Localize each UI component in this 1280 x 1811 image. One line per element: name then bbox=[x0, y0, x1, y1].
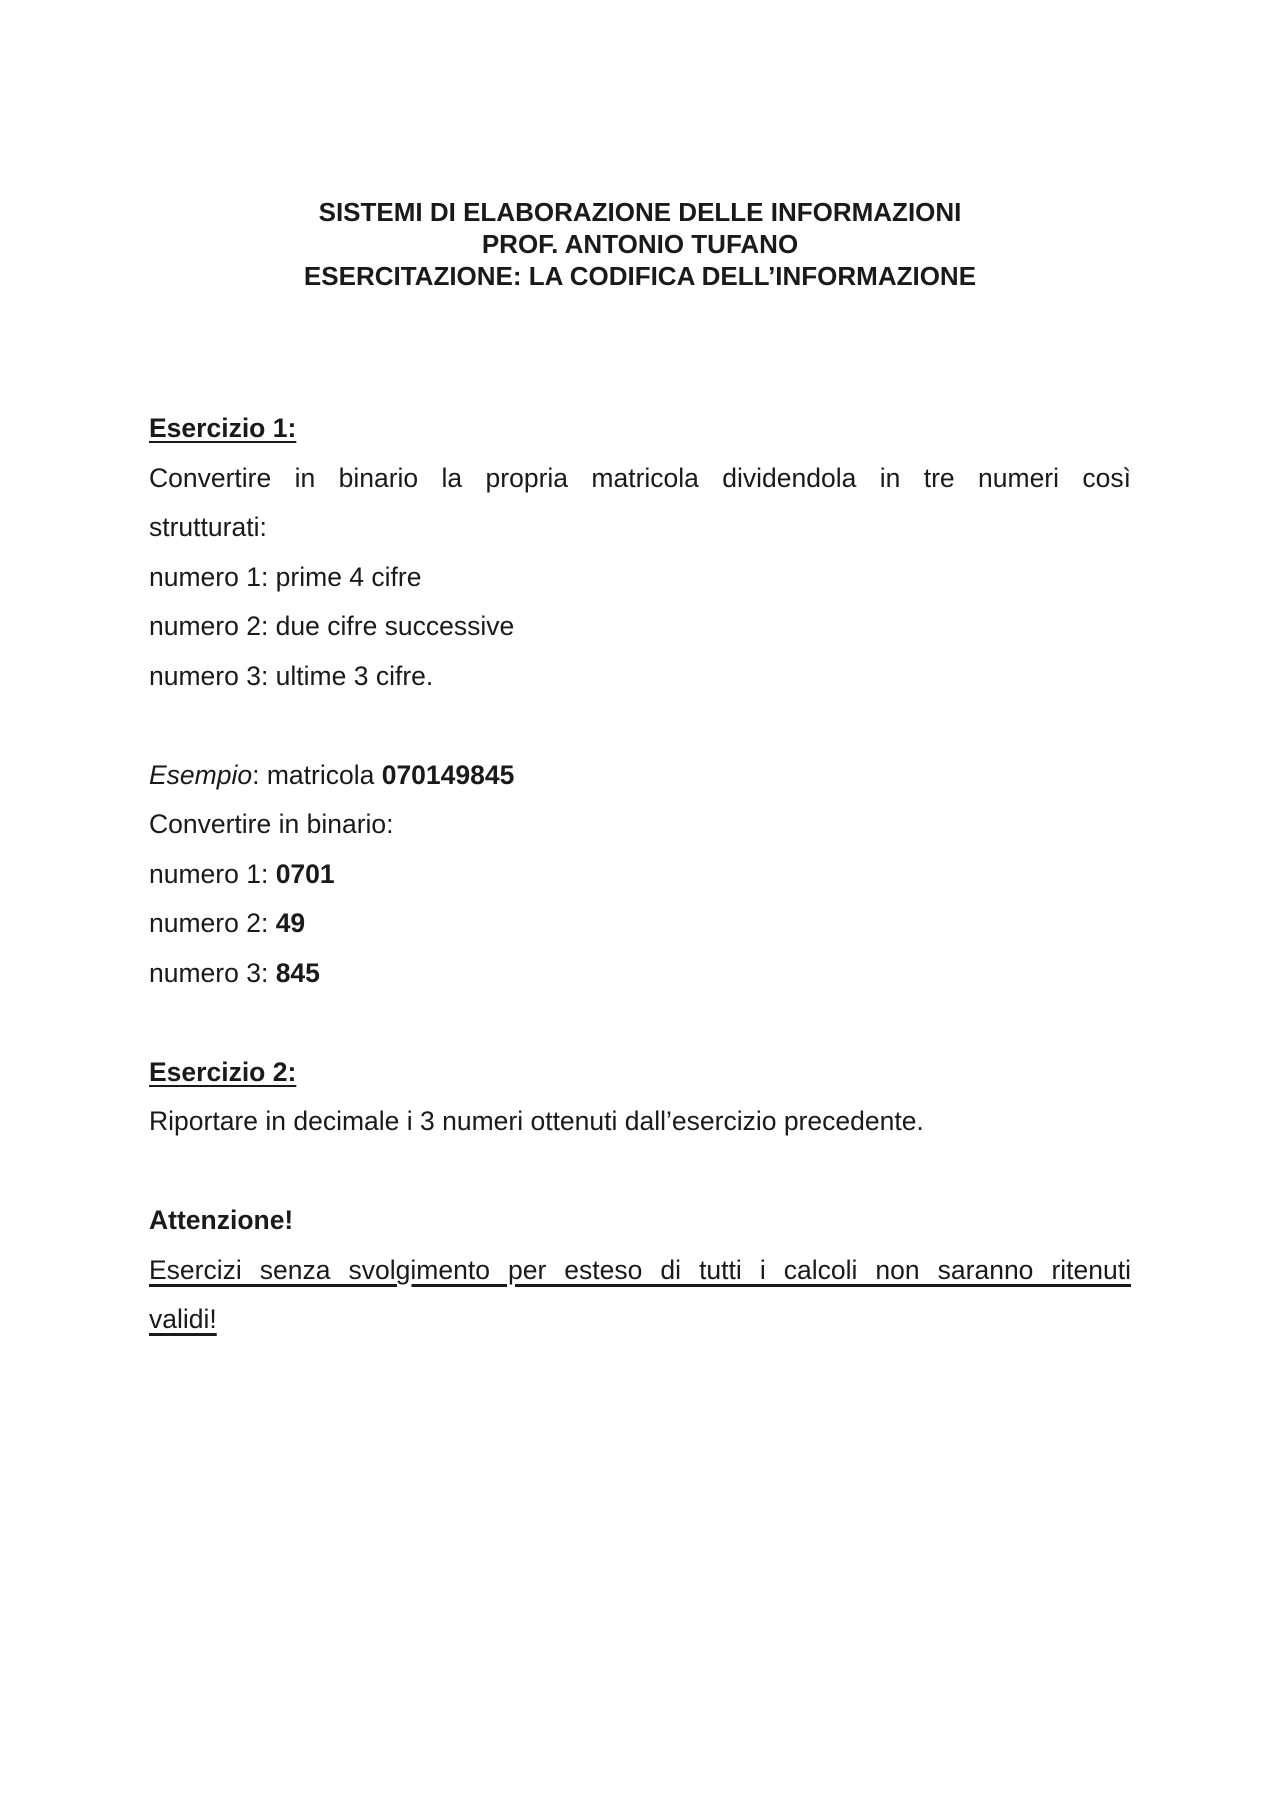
convert-label: Convertire in binario: bbox=[149, 809, 394, 839]
attention-title: Attenzione! bbox=[149, 1205, 294, 1235]
example-label: Esempio bbox=[149, 759, 253, 790]
example-line bbox=[149, 751, 1131, 801]
exercise-1-item-2: numero 2: due cifre successive bbox=[149, 611, 515, 641]
attention-text-line2: validi! bbox=[149, 1304, 217, 1334]
example-matricola: 070149845 bbox=[381, 759, 515, 790]
exercise-1-item-3: numero 3: ultime 3 cifre. bbox=[149, 660, 434, 691]
example-number-2 bbox=[149, 899, 1131, 949]
example-text: : matricola bbox=[252, 759, 382, 790]
spacer bbox=[149, 998, 1131, 1048]
number-1-label: numero 1: bbox=[149, 858, 276, 889]
exercise-2-text: Riportare in decimale i 3 numeri ottenuti dall’esercizio precedente. bbox=[149, 1106, 924, 1136]
attention-text-line1: Esercizi senza svolgimento per esteso di tutti i calcoli non saranno ritenuti bbox=[149, 1254, 1131, 1285]
exercise-1-text-line1: Convertire in binario la propria matricola dividendola in tre numeri così bbox=[149, 462, 1131, 493]
number-2-value: 49 bbox=[275, 908, 306, 938]
spacer bbox=[149, 701, 1131, 751]
example-number-1 bbox=[149, 850, 1131, 900]
number-3-label: numero 3: bbox=[149, 957, 276, 988]
professor-name: PROF. ANTONIO TUFANO bbox=[481, 229, 799, 259]
exercise-1-text-line2: strutturati: bbox=[149, 512, 267, 542]
exercise-1-item-1: numero 1: prime 4 cifre bbox=[149, 561, 422, 592]
spacer bbox=[149, 1147, 1131, 1197]
number-2-label: numero 2: bbox=[149, 908, 276, 938]
example-number-3 bbox=[149, 949, 1131, 999]
number-1-value: 0701 bbox=[275, 858, 335, 889]
course-title: SISTEMI DI ELABORAZIONE DELLE INFORMAZIONI bbox=[318, 197, 962, 227]
document-body bbox=[149, 404, 1131, 1345]
exercise-2-title: Esercizio 2: bbox=[149, 1056, 297, 1087]
exercise-1-title: Esercizio 1: bbox=[149, 413, 297, 443]
assignment-title: ESERCITAZIONE: LA CODIFICA DELL’INFORMAZIONE bbox=[303, 261, 977, 291]
number-3-value: 845 bbox=[275, 957, 320, 988]
document-header bbox=[0, 196, 1280, 292]
